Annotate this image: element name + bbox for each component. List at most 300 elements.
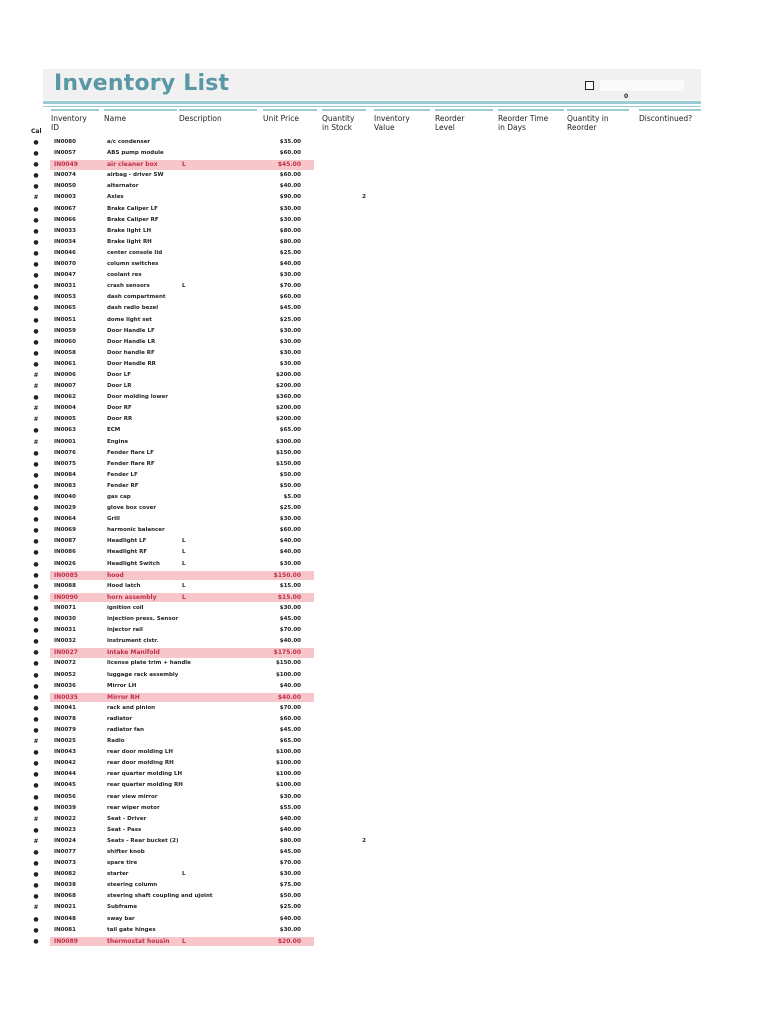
cell-quantity-in-stock[interactable]	[330, 292, 366, 303]
column-header-unit-price[interactable]: Unit Price	[263, 109, 317, 133]
flag-checkbox[interactable]	[585, 81, 594, 90]
cell-inventory-id[interactable]: IN0082	[54, 871, 76, 878]
table-row[interactable]	[0, 614, 768, 625]
cell-unit-price[interactable]: $150.00	[273, 571, 301, 579]
cell-quantity-in-stock[interactable]	[330, 536, 366, 547]
cell-inventory-id[interactable]: IN0030	[54, 616, 76, 623]
row-flag-marker[interactable]: ●	[33, 693, 39, 701]
cell-unit-price[interactable]: $80.00	[279, 238, 301, 245]
table-row[interactable]	[0, 459, 768, 470]
cell-description[interactable]: L	[182, 538, 186, 545]
row-flag-marker[interactable]: ●	[33, 427, 39, 435]
table-row[interactable]	[0, 925, 768, 936]
table-row[interactable]	[0, 581, 768, 592]
cell-quantity-in-stock[interactable]	[330, 803, 366, 814]
cell-quantity-in-stock[interactable]	[330, 381, 366, 392]
cell-unit-price[interactable]: $15.00	[277, 593, 301, 601]
table-row[interactable]	[0, 803, 768, 814]
table-row[interactable]	[0, 514, 768, 525]
row-flag-marker[interactable]: ●	[33, 349, 39, 357]
cell-unit-price[interactable]: $50.00	[279, 893, 301, 900]
cell-quantity-in-stock[interactable]	[330, 204, 366, 215]
cell-name[interactable]: horn assembly	[107, 593, 157, 601]
row-flag-marker[interactable]: ●	[33, 893, 39, 901]
cell-quantity-in-stock[interactable]	[330, 714, 366, 725]
cell-name[interactable]: thermostat housin	[107, 937, 170, 945]
row-flag-marker[interactable]: ●	[33, 749, 39, 757]
column-header-reorder-level[interactable]: Reorder Level	[435, 109, 493, 133]
cell-inventory-id[interactable]: IN0077	[54, 849, 76, 855]
table-row[interactable]	[0, 192, 768, 203]
cell-name[interactable]: injector rail	[107, 627, 143, 634]
cell-unit-price[interactable]: $45.00	[279, 616, 301, 623]
row-flag-marker[interactable]: ●	[33, 527, 39, 535]
table-row[interactable]	[0, 315, 768, 326]
cell-inventory-id[interactable]: IN0087	[54, 538, 76, 545]
row-flag-marker[interactable]: ●	[33, 139, 39, 146]
cell-unit-price[interactable]: $25.00	[279, 904, 301, 911]
cell-quantity-in-stock[interactable]	[330, 492, 366, 503]
row-flag-marker[interactable]: ●	[33, 715, 39, 723]
row-flag-marker[interactable]: ●	[33, 604, 39, 612]
cell-description[interactable]: L	[182, 593, 186, 601]
cell-quantity-in-stock[interactable]	[330, 547, 366, 558]
cell-unit-price[interactable]: $45.00	[279, 305, 301, 312]
cell-name[interactable]: crash sensors	[107, 283, 150, 290]
table-row[interactable]	[0, 825, 768, 836]
cell-inventory-id[interactable]: IN0023	[54, 826, 76, 833]
table-row[interactable]	[0, 181, 768, 192]
cell-description[interactable]: L	[182, 549, 186, 556]
cell-quantity-in-stock[interactable]	[330, 636, 366, 647]
cell-name[interactable]: license plate trim + handle	[107, 660, 191, 667]
cell-inventory-id[interactable]: IN0069	[54, 527, 76, 534]
cell-unit-price[interactable]: $40.00	[279, 826, 301, 833]
row-flag-marker[interactable]: ●	[33, 782, 39, 790]
cell-inventory-id[interactable]: IN0033	[54, 227, 76, 234]
cell-unit-price[interactable]: $100.00	[275, 782, 301, 789]
cell-description[interactable]: L	[182, 560, 186, 567]
cell-unit-price[interactable]: $90.00	[279, 194, 301, 201]
table-row[interactable]	[0, 170, 768, 181]
cell-quantity-in-stock[interactable]: 2	[362, 837, 366, 844]
cell-name[interactable]: Door Handle LF	[107, 327, 155, 334]
cell-unit-price[interactable]: $55.00	[279, 804, 301, 811]
cell-quantity-in-stock[interactable]	[330, 880, 366, 891]
cell-name[interactable]: Headlight LF	[107, 538, 147, 545]
cell-name[interactable]: rear quarter molding LH	[107, 771, 183, 778]
cell-quantity-in-stock[interactable]	[330, 814, 366, 825]
cell-unit-price[interactable]: $60.00	[279, 294, 301, 301]
row-flag-marker[interactable]: ●	[33, 272, 39, 280]
row-flag-marker[interactable]: ●	[33, 150, 39, 158]
cell-name[interactable]: starter	[107, 871, 129, 878]
cell-inventory-id[interactable]: IN0051	[54, 316, 76, 323]
cell-name[interactable]: radiator fan	[107, 726, 145, 733]
cell-inventory-id[interactable]: IN0043	[54, 749, 76, 756]
table-row[interactable]	[0, 525, 768, 536]
cell-unit-price[interactable]: $65.00	[279, 738, 301, 745]
cell-name[interactable]: Brake light LH	[107, 227, 152, 234]
cell-quantity-in-stock[interactable]	[330, 503, 366, 514]
row-flag-marker[interactable]: ●	[33, 305, 39, 313]
cell-quantity-in-stock[interactable]	[330, 281, 366, 292]
cell-quantity-in-stock[interactable]	[330, 825, 366, 836]
row-flag-marker[interactable]: ●	[33, 516, 39, 524]
table-row[interactable]	[0, 670, 768, 681]
cell-unit-price[interactable]: $75.00	[279, 882, 301, 889]
table-row[interactable]	[0, 348, 768, 359]
column-header-reorder-time[interactable]: Reorder Time in Days	[498, 109, 564, 133]
cell-unit-price[interactable]: $30.00	[279, 338, 301, 345]
cell-quantity-in-stock[interactable]	[330, 459, 366, 470]
cell-unit-price[interactable]: $45.00	[277, 161, 301, 169]
table-row[interactable]	[0, 425, 768, 436]
table-row[interactable]	[0, 292, 768, 303]
cell-unit-price[interactable]: $30.00	[279, 604, 301, 611]
cell-inventory-id[interactable]: IN0090	[54, 593, 78, 601]
cell-name[interactable]: Brake Caliper RF	[107, 216, 159, 223]
cell-name[interactable]: Grill	[107, 516, 120, 523]
cell-unit-price[interactable]: $30.00	[279, 205, 301, 212]
row-flag-marker[interactable]: ●	[33, 793, 39, 801]
row-flag-marker[interactable]: ●	[33, 471, 39, 479]
row-flag-marker[interactable]: ●	[33, 860, 39, 868]
cell-inventory-id[interactable]: IN0021	[54, 904, 76, 911]
cell-unit-price[interactable]: $150.00	[275, 660, 301, 667]
cell-inventory-id[interactable]: IN0067	[54, 205, 76, 212]
cell-inventory-id[interactable]: IN0047	[54, 272, 76, 279]
cell-quantity-in-stock[interactable]	[330, 137, 366, 148]
cell-inventory-id[interactable]: IN0022	[54, 815, 76, 822]
cell-unit-price[interactable]: $30.00	[279, 560, 301, 567]
table-row[interactable]	[0, 270, 768, 281]
cell-quantity-in-stock[interactable]	[330, 514, 366, 525]
cell-name[interactable]: dome light set	[107, 316, 152, 323]
cell-name[interactable]: rear view mirror	[107, 793, 158, 800]
row-flag-marker[interactable]: ●	[33, 449, 39, 457]
cell-inventory-id[interactable]: IN0058	[54, 349, 76, 356]
table-row[interactable]	[0, 891, 768, 902]
table-row[interactable]	[0, 248, 768, 259]
table-row[interactable]	[0, 215, 768, 226]
cell-quantity-in-stock[interactable]: 2	[362, 194, 366, 201]
cell-name[interactable]: Hood latch	[107, 582, 141, 589]
cell-name[interactable]: Door RR	[107, 416, 133, 423]
cell-name[interactable]: sway bar	[107, 915, 135, 922]
row-flag-marker[interactable]: ●	[33, 360, 39, 368]
row-flag-marker[interactable]: ●	[33, 549, 39, 557]
cell-inventory-id[interactable]: IN0072	[54, 660, 76, 667]
cell-name[interactable]: spare tire	[107, 860, 138, 867]
cell-unit-price[interactable]: $25.00	[279, 505, 301, 512]
cell-description[interactable]: L	[182, 582, 186, 589]
cell-quantity-in-stock[interactable]	[330, 425, 366, 436]
cell-unit-price[interactable]: $80.00	[279, 837, 301, 844]
cell-unit-price[interactable]: $50.00	[279, 482, 301, 489]
cell-inventory-id[interactable]: IN0076	[54, 449, 76, 456]
cell-quantity-in-stock[interactable]	[330, 170, 366, 181]
flag-count-cell[interactable]	[600, 80, 684, 91]
row-flag-marker[interactable]: ●	[33, 704, 39, 712]
table-row[interactable]	[0, 814, 768, 825]
table-row[interactable]	[0, 481, 768, 492]
cell-quantity-in-stock[interactable]	[330, 592, 366, 603]
cell-inventory-id[interactable]: IN0062	[54, 394, 76, 401]
row-flag-marker[interactable]: #	[33, 438, 39, 446]
cell-unit-price[interactable]: $80.00	[279, 227, 301, 234]
cell-quantity-in-stock[interactable]	[330, 869, 366, 880]
cell-name[interactable]: Mirror RH	[107, 693, 140, 701]
cell-quantity-in-stock[interactable]	[330, 248, 366, 259]
cell-name[interactable]: luggage rack assembly	[107, 671, 179, 678]
cell-name[interactable]: Seat - Driver	[107, 815, 147, 822]
cell-name[interactable]: Fender LF	[107, 471, 138, 478]
cell-inventory-id[interactable]: IN0078	[54, 715, 76, 722]
cell-name[interactable]: rack and pinion	[107, 704, 156, 711]
cell-quantity-in-stock[interactable]	[330, 348, 366, 359]
cell-unit-price[interactable]: $60.00	[279, 172, 301, 179]
row-flag-marker[interactable]: ●	[33, 172, 39, 180]
table-row[interactable]	[0, 337, 768, 348]
cell-name[interactable]: Fender RF	[107, 482, 139, 489]
row-flag-marker[interactable]: ●	[33, 649, 39, 657]
cell-name[interactable]: hood	[107, 571, 124, 579]
cell-inventory-id[interactable]: IN0088	[54, 582, 76, 589]
table-row[interactable]	[0, 658, 768, 669]
cell-inventory-id[interactable]: IN0004	[54, 405, 76, 412]
cell-name[interactable]: Door handle RF	[107, 349, 155, 356]
cell-quantity-in-stock[interactable]	[330, 847, 366, 858]
table-row[interactable]	[0, 148, 768, 159]
cell-quantity-in-stock[interactable]	[330, 647, 366, 658]
cell-unit-price[interactable]: $200.00	[275, 416, 301, 423]
cell-inventory-id[interactable]: IN0079	[54, 726, 76, 733]
cell-unit-price[interactable]: $150.00	[275, 449, 301, 456]
table-row[interactable]	[0, 858, 768, 869]
cell-quantity-in-stock[interactable]	[330, 769, 366, 780]
table-row[interactable]	[0, 914, 768, 925]
table-row[interactable]	[0, 847, 768, 858]
cell-unit-price[interactable]: $40.00	[279, 538, 301, 545]
table-row[interactable]	[0, 936, 768, 947]
cell-unit-price[interactable]: $70.00	[279, 860, 301, 867]
cell-quantity-in-stock[interactable]	[330, 681, 366, 692]
table-row[interactable]	[0, 647, 768, 658]
row-flag-marker[interactable]: ●	[33, 482, 39, 490]
cell-inventory-id[interactable]: IN0081	[54, 926, 76, 933]
cell-quantity-in-stock[interactable]	[330, 448, 366, 459]
cell-inventory-id[interactable]: IN0070	[54, 261, 76, 268]
row-flag-marker[interactable]: ●	[33, 593, 39, 601]
cell-inventory-id[interactable]: IN0003	[54, 194, 76, 201]
cell-unit-price[interactable]: $100.00	[275, 771, 301, 778]
cell-inventory-id[interactable]: IN0041	[54, 704, 76, 711]
cell-inventory-id[interactable]: IN0059	[54, 327, 76, 334]
cell-quantity-in-stock[interactable]	[330, 780, 366, 791]
cell-name[interactable]: rear wiper motor	[107, 804, 160, 811]
cell-quantity-in-stock[interactable]	[330, 858, 366, 869]
cell-unit-price[interactable]: $30.00	[279, 360, 301, 367]
cell-quantity-in-stock[interactable]	[330, 703, 366, 714]
cell-name[interactable]: Engine	[107, 438, 129, 445]
cell-quantity-in-stock[interactable]	[330, 470, 366, 481]
cell-name[interactable]: Fender flare RF	[107, 460, 155, 467]
table-row[interactable]	[0, 869, 768, 880]
cell-inventory-id[interactable]: IN0034	[54, 238, 76, 245]
table-row[interactable]	[0, 437, 768, 448]
table-row[interactable]	[0, 902, 768, 913]
cell-inventory-id[interactable]: IN0057	[54, 150, 76, 157]
cell-name[interactable]: dash radio bezel	[107, 305, 159, 312]
cell-name[interactable]: Brake Caliper LF	[107, 205, 158, 212]
row-flag-marker[interactable]: ●	[33, 937, 39, 945]
cell-name[interactable]: Subframe	[107, 904, 138, 911]
cell-unit-price[interactable]: $30.00	[279, 216, 301, 223]
cell-quantity-in-stock[interactable]	[330, 403, 366, 414]
row-flag-marker[interactable]: ●	[33, 538, 39, 546]
cell-unit-price[interactable]: $40.00	[279, 549, 301, 556]
cell-inventory-id[interactable]: IN0042	[54, 760, 76, 767]
cell-unit-price[interactable]: $50.00	[279, 471, 301, 478]
table-row[interactable]	[0, 448, 768, 459]
row-flag-marker[interactable]: ●	[33, 760, 39, 768]
cell-inventory-id[interactable]: IN0005	[54, 416, 76, 423]
row-flag-marker[interactable]: #	[33, 837, 39, 845]
cell-name[interactable]: Door LR	[107, 383, 132, 390]
cell-quantity-in-stock[interactable]	[330, 603, 366, 614]
cell-unit-price[interactable]: $40.00	[279, 682, 301, 689]
table-row[interactable]	[0, 714, 768, 725]
cell-name[interactable]: ABS pump module	[107, 150, 164, 157]
cell-name[interactable]: radiator	[107, 715, 133, 722]
cell-inventory-id[interactable]: IN0027	[54, 649, 78, 657]
cell-unit-price[interactable]: $100.00	[275, 749, 301, 756]
cell-name[interactable]: instrument clstr.	[107, 638, 159, 645]
table-row[interactable]	[0, 381, 768, 392]
cell-name[interactable]: steering column	[107, 882, 158, 889]
cell-name[interactable]: Fender flare LF	[107, 449, 154, 456]
table-row[interactable]	[0, 326, 768, 337]
row-flag-marker[interactable]: ●	[33, 804, 39, 812]
cell-unit-price[interactable]: $40.00	[279, 638, 301, 645]
cell-quantity-in-stock[interactable]	[330, 392, 366, 403]
cell-unit-price[interactable]: $60.00	[279, 150, 301, 157]
cell-unit-price[interactable]: $25.00	[279, 249, 301, 256]
table-row[interactable]	[0, 769, 768, 780]
cell-name[interactable]: ignition coil	[107, 604, 144, 611]
row-flag-marker[interactable]: #	[33, 416, 39, 424]
cell-name[interactable]: Door molding lower	[107, 394, 168, 401]
table-row[interactable]	[0, 137, 768, 148]
cell-unit-price[interactable]: $20.00	[277, 937, 301, 945]
table-row[interactable]	[0, 880, 768, 891]
cell-quantity-in-stock[interactable]	[330, 902, 366, 913]
cell-inventory-id[interactable]: IN0036	[54, 682, 76, 689]
cell-unit-price[interactable]: $100.00	[275, 760, 301, 767]
row-flag-marker[interactable]: ●	[33, 849, 39, 856]
row-flag-marker[interactable]: ●	[33, 460, 39, 468]
table-row[interactable]	[0, 303, 768, 314]
cell-unit-price[interactable]: $5.00	[283, 494, 301, 500]
cell-inventory-id[interactable]: IN0031	[54, 627, 76, 634]
row-flag-marker[interactable]: ●	[33, 660, 39, 668]
row-flag-marker[interactable]: ●	[33, 183, 39, 191]
cell-quantity-in-stock[interactable]	[330, 181, 366, 192]
cell-inventory-id[interactable]: IN0024	[54, 837, 76, 844]
cell-name[interactable]: Headlight Switch	[107, 560, 160, 567]
cell-inventory-id[interactable]: IN0074	[54, 172, 76, 179]
cell-inventory-id[interactable]: IN0031	[54, 283, 76, 290]
cell-name[interactable]: rear quarter molding RH	[107, 782, 183, 789]
row-flag-marker[interactable]: ●	[33, 261, 39, 269]
table-row[interactable]	[0, 736, 768, 747]
cell-unit-price[interactable]: $45.00	[279, 849, 301, 855]
cell-quantity-in-stock[interactable]	[330, 481, 366, 492]
cell-quantity-in-stock[interactable]	[330, 758, 366, 769]
cell-unit-price[interactable]: $150.00	[275, 460, 301, 467]
cell-quantity-in-stock[interactable]	[330, 925, 366, 936]
cell-unit-price[interactable]: $40.00	[279, 815, 301, 822]
cell-inventory-id[interactable]: IN0038	[54, 882, 76, 889]
row-flag-marker[interactable]: ●	[33, 338, 39, 346]
row-flag-marker[interactable]: ●	[33, 294, 39, 302]
cell-inventory-id[interactable]: IN0066	[54, 216, 76, 223]
table-row[interactable]	[0, 403, 768, 414]
cell-inventory-id[interactable]: IN0039	[54, 804, 76, 811]
row-flag-marker[interactable]: ●	[33, 316, 39, 324]
row-flag-marker[interactable]: ●	[33, 871, 39, 879]
row-flag-marker[interactable]: ●	[33, 671, 39, 679]
cell-inventory-id[interactable]: IN0029	[54, 505, 76, 512]
row-flag-marker[interactable]: ●	[33, 726, 39, 734]
table-row[interactable]	[0, 570, 768, 581]
table-row[interactable]	[0, 492, 768, 503]
row-flag-marker[interactable]: ●	[33, 616, 39, 624]
cell-quantity-in-stock[interactable]	[330, 625, 366, 636]
cell-description[interactable]: L	[182, 283, 186, 290]
cell-unit-price[interactable]: $30.00	[279, 871, 301, 878]
row-flag-marker[interactable]: ●	[33, 771, 39, 779]
cell-quantity-in-stock[interactable]	[330, 159, 366, 170]
table-row[interactable]	[0, 625, 768, 636]
table-row[interactable]	[0, 725, 768, 736]
table-row[interactable]	[0, 470, 768, 481]
row-flag-marker[interactable]: ●	[33, 571, 39, 579]
cell-inventory-id[interactable]: IN0052	[54, 671, 76, 678]
row-flag-marker[interactable]: ●	[33, 394, 39, 402]
table-row[interactable]	[0, 792, 768, 803]
cell-quantity-in-stock[interactable]	[330, 370, 366, 381]
cell-quantity-in-stock[interactable]	[330, 914, 366, 925]
cell-inventory-id[interactable]: IN0053	[54, 294, 76, 301]
table-row[interactable]	[0, 547, 768, 558]
row-flag-marker[interactable]: ●	[33, 227, 39, 235]
cell-name[interactable]: center console lid	[107, 249, 163, 256]
cell-inventory-id[interactable]: IN0045	[54, 782, 76, 789]
table-row[interactable]	[0, 603, 768, 614]
cell-name[interactable]: harmonic balancer	[107, 527, 165, 534]
table-row[interactable]	[0, 159, 768, 170]
cell-inventory-id[interactable]: IN0071	[54, 604, 76, 611]
cell-unit-price[interactable]: $40.00	[279, 915, 301, 922]
row-flag-marker[interactable]: #	[33, 383, 39, 391]
column-header-inventory-id[interactable]: Inventory ID	[51, 109, 99, 133]
cell-unit-price[interactable]: $200.00	[275, 371, 301, 378]
cell-inventory-id[interactable]: IN0061	[54, 360, 76, 367]
cell-unit-price[interactable]: $60.00	[279, 715, 301, 722]
cell-unit-price[interactable]: $40.00	[279, 183, 301, 190]
